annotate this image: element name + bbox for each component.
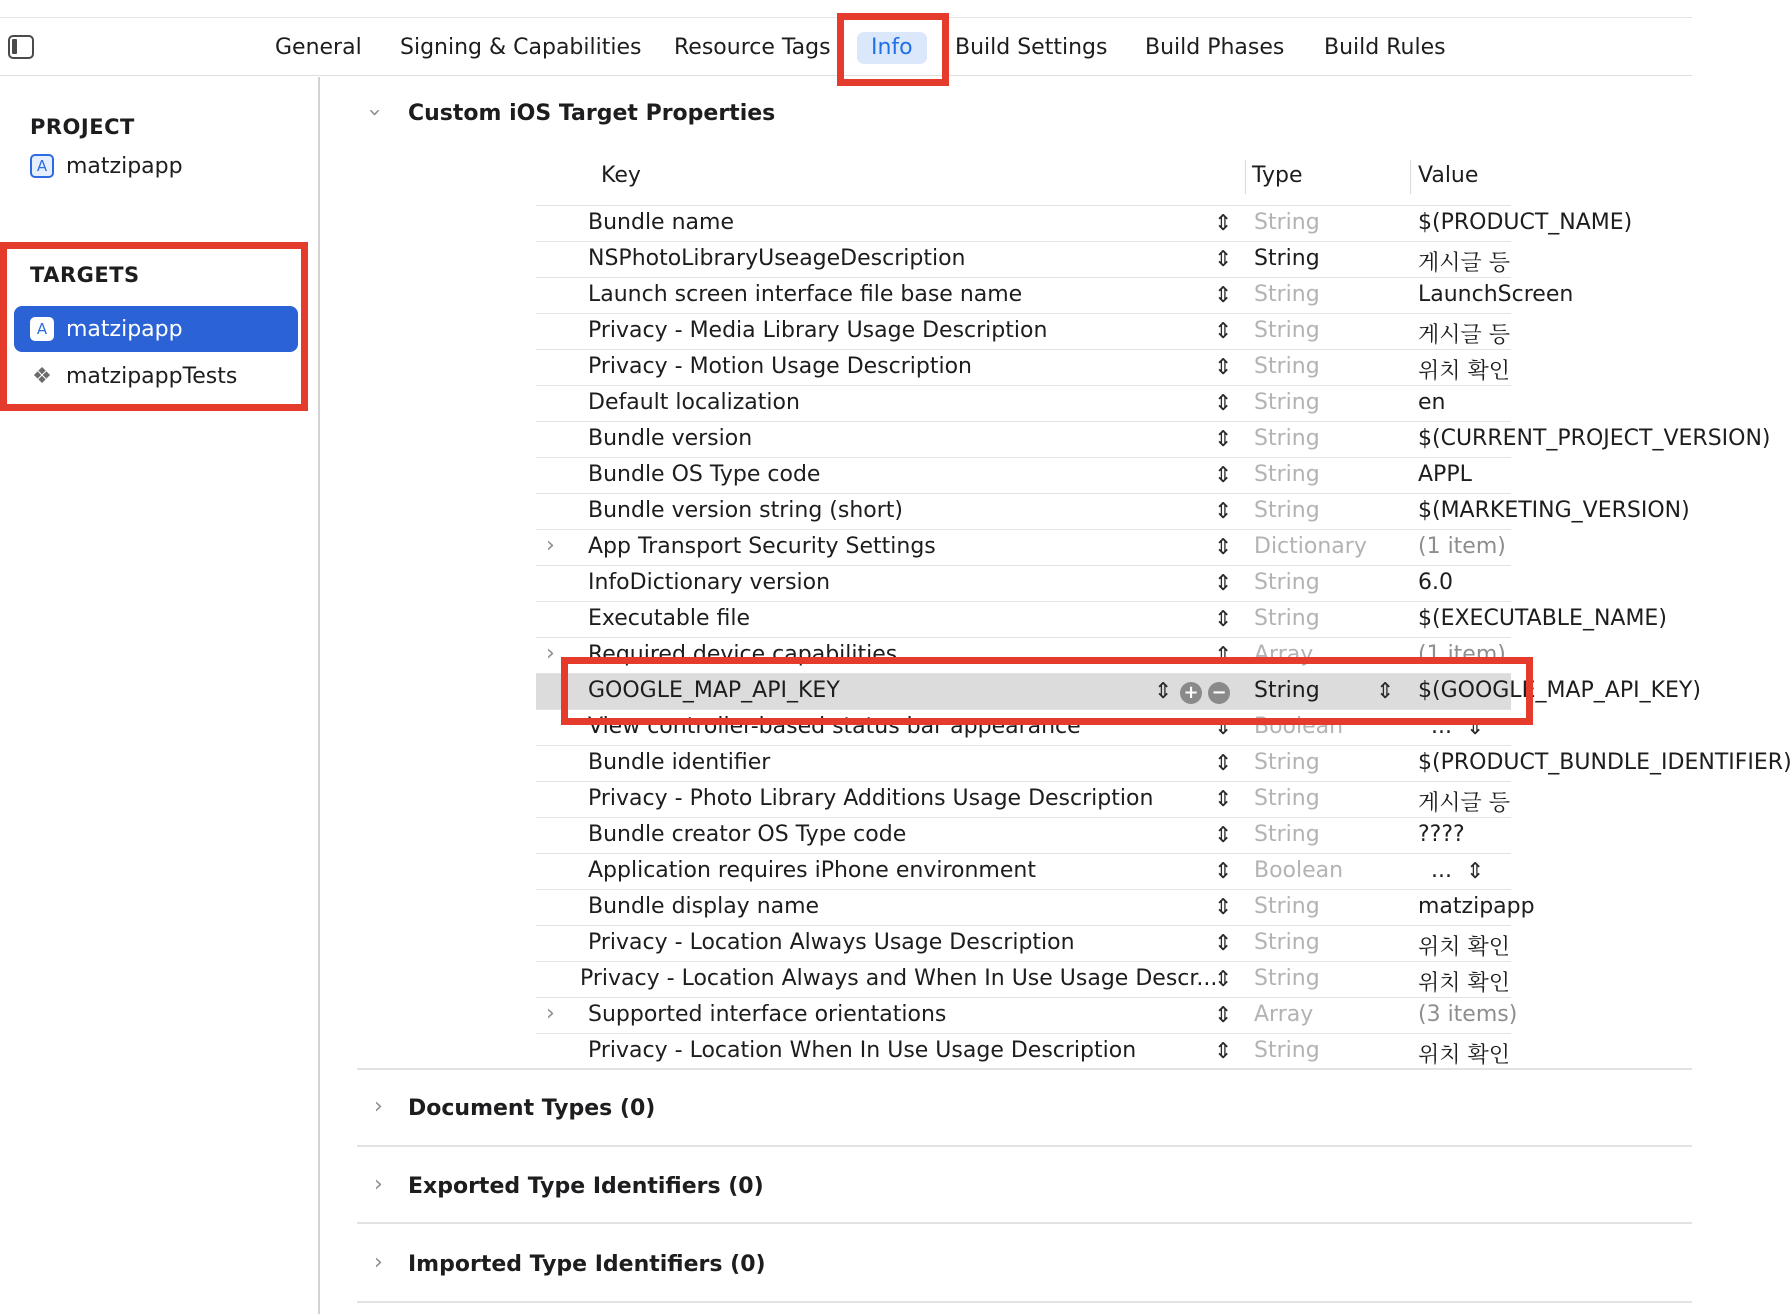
target-item-label: matzipapp [66,316,183,342]
property-value[interactable]: en [1418,390,1446,415]
property-value[interactable]: (1 item) [1418,642,1506,667]
property-type[interactable]: String [1254,246,1320,271]
project-item-matzipapp[interactable] [14,143,298,189]
column-separator [1410,160,1411,194]
chevron-right-icon[interactable]: › [546,641,555,666]
property-value[interactable]: 게시글 등 [1418,251,1511,276]
property-type[interactable]: String [1254,966,1320,991]
property-row[interactable] [536,241,1511,277]
plus-circle-icon[interactable]: + [1180,682,1202,704]
property-type[interactable]: String [1254,282,1320,307]
property-type[interactable]: String [1254,750,1320,775]
up-down-stepper-icon[interactable]: ⇕ [1214,499,1233,524]
property-type[interactable]: String [1254,822,1320,847]
property-type[interactable]: String [1254,498,1320,523]
property-row[interactable] [536,961,1511,997]
chevron-right-icon[interactable]: › [374,1250,383,1275]
property-row[interactable] [536,853,1511,889]
property-type[interactable]: String [1254,462,1320,487]
tab-info[interactable]: Info [857,32,927,64]
property-key[interactable]: NSPhotoLibraryUseageDescription [588,246,966,271]
property-type[interactable]: Boolean [1254,858,1344,883]
up-down-stepper-icon[interactable]: ⇕ [1214,751,1233,776]
up-down-stepper-icon[interactable]: ⇕ [1214,643,1233,668]
up-down-stepper-icon[interactable]: ⇕ [1154,679,1173,704]
property-row[interactable] [536,493,1690,529]
minus-circle-icon[interactable]: − [1208,682,1230,704]
test-diamond-icon: ❖ [32,363,52,389]
annotation-box-targets [0,242,308,411]
property-value[interactable]: ... [1431,714,1452,739]
property-value[interactable]: (3 items) [1418,1002,1518,1027]
property-key[interactable]: Bundle version [588,426,753,451]
annotation-box-info-tab [837,13,949,86]
column-separator [1245,160,1246,194]
property-key[interactable]: Supported interface orientations [588,1002,947,1027]
up-down-stepper-icon[interactable]: ⇕ [1214,571,1233,596]
tab-signing-capabilities[interactable]: Signing & Capabilities [400,35,642,60]
property-type[interactable]: String [1254,570,1320,595]
property-type[interactable]: String [1254,1038,1320,1063]
up-down-stepper-icon[interactable]: ⇕ [1214,787,1233,812]
property-row[interactable] [536,565,1511,601]
up-down-stepper-icon[interactable]: ⇕ [1466,859,1485,884]
chevron-down-icon[interactable]: › [361,108,387,117]
up-down-stepper-icon[interactable]: ⇕ [1214,859,1233,884]
property-key[interactable]: Required device capabilities [588,642,898,667]
property-value[interactable]: $(MARKETING_VERSION) [1418,498,1690,523]
project-section-header: PROJECT [30,115,135,139]
column-header-type[interactable]: Type [1252,163,1303,188]
up-down-stepper-icon[interactable]: ⇕ [1214,427,1233,452]
up-down-stepper-icon[interactable]: ⇕ [1214,247,1233,272]
tab-resource-tags[interactable]: Resource Tags [674,35,831,60]
column-header-key[interactable]: Key [601,163,641,188]
property-key[interactable]: Bundle OS Type code [588,462,821,487]
target-item-label: matzipappTests [66,363,238,389]
chevron-right-icon[interactable]: › [374,1094,383,1119]
tab-build-settings[interactable]: Build Settings [955,35,1108,60]
property-row[interactable] [536,601,1667,637]
chevron-right-icon[interactable]: › [374,1172,383,1197]
property-value[interactable]: LaunchScreen [1418,282,1574,307]
property-key[interactable]: Bundle name [588,210,734,235]
tab-general[interactable]: General [275,35,362,60]
property-value[interactable]: (1 item) [1418,534,1506,559]
property-key[interactable]: Default localization [588,390,800,415]
property-row[interactable] [536,925,1511,961]
property-row[interactable] [536,997,1518,1033]
up-down-stepper-icon[interactable]: ⇕ [1214,1003,1233,1028]
up-down-stepper-icon[interactable]: ⇕ [1214,967,1233,992]
property-key[interactable]: InfoDictionary version [588,570,831,595]
property-value[interactable]: APPL [1418,462,1472,487]
property-type[interactable]: String [1254,210,1320,235]
tab-build-rules[interactable]: Build Rules [1324,35,1446,60]
up-down-stepper-icon[interactable]: ⇕ [1214,535,1233,560]
tab-build-phases[interactable]: Build Phases [1145,35,1285,60]
property-value[interactable]: 위치 확인 [1418,971,1511,996]
up-down-stepper-icon[interactable]: ⇕ [1214,823,1233,848]
property-key[interactable]: Bundle creator OS Type code [588,822,907,847]
property-row[interactable] [536,205,1633,241]
up-down-stepper-icon[interactable]: ⇕ [1214,931,1233,956]
up-down-stepper-icon[interactable]: ⇕ [1376,679,1395,704]
property-value[interactable]: $(GOOGLE_MAP_API_KEY) [1418,678,1701,703]
property-key[interactable]: Privacy - Location When In Use Usage Description [588,1038,1137,1063]
property-key[interactable]: Privacy - Media Library Usage Description [588,318,1048,343]
property-row[interactable] [536,817,1511,853]
section-divider [357,1222,1692,1224]
section-title-custom-properties[interactable]: Custom iOS Target Properties [408,101,776,126]
property-type[interactable]: String [1254,354,1320,379]
up-down-stepper-icon[interactable]: ⇕ [1466,715,1485,740]
property-value[interactable]: ... [1431,858,1452,883]
property-type[interactable]: String [1254,678,1320,703]
property-key[interactable]: Application requires iPhone environment [588,858,1036,883]
property-type[interactable]: Array [1254,1002,1314,1027]
chevron-right-icon[interactable]: › [546,533,555,558]
app-store-icon: A [30,317,54,341]
property-type[interactable]: Boolean [1254,714,1344,739]
property-row[interactable] [536,349,1511,385]
property-row[interactable] [536,781,1511,817]
property-key[interactable]: Privacy - Photo Library Additions Usage Description [588,786,1154,811]
property-type[interactable]: Array [1254,642,1314,667]
property-type[interactable]: String [1254,930,1320,955]
property-key[interactable]: Privacy - Location Always and When In Use Usage Descr... [580,966,1218,991]
section-title-exported-type-identifiers[interactable]: Exported Type Identifiers (0) [408,1174,764,1199]
chevron-right-icon[interactable]: › [546,1001,555,1026]
up-down-stepper-icon[interactable]: ⇕ [1214,319,1233,344]
property-key[interactable]: Bundle identifier [588,750,771,775]
property-row[interactable] [536,529,1511,565]
property-row[interactable] [536,385,1511,421]
property-value[interactable]: $(PRODUCT_BUNDLE_IDENTIFIER) [1418,750,1792,775]
property-type[interactable]: Dictionary [1254,534,1367,559]
app-store-icon: A [30,154,54,178]
property-key[interactable]: Privacy - Location Always Usage Description [588,930,1075,955]
property-key[interactable]: Launch screen interface file base name [588,282,1023,307]
up-down-stepper-icon[interactable]: ⇕ [1214,211,1233,236]
property-key[interactable]: Bundle version string (short) [588,498,904,523]
property-key[interactable]: Executable file [588,606,751,631]
property-value[interactable]: 위치 확인 [1418,359,1511,384]
property-type[interactable]: String [1254,318,1320,343]
property-value[interactable]: 위치 확인 [1418,935,1511,960]
property-value[interactable]: 게시글 등 [1418,323,1511,348]
property-type[interactable]: String [1254,786,1320,811]
property-value[interactable]: 게시글 등 [1418,791,1511,816]
property-value[interactable]: 위치 확인 [1418,1043,1511,1068]
property-row[interactable] [536,313,1511,349]
property-row[interactable] [536,1033,1511,1069]
property-key[interactable]: Privacy - Motion Usage Description [588,354,972,379]
property-key[interactable]: View controller-based status bar appearance [588,714,1081,739]
up-down-stepper-icon[interactable]: ⇕ [1214,607,1233,632]
up-down-stepper-icon[interactable]: ⇕ [1214,715,1233,740]
property-row[interactable] [536,889,1535,925]
property-value[interactable]: ???? [1418,822,1465,847]
up-down-stepper-icon[interactable]: ⇕ [1214,463,1233,488]
property-key[interactable]: Bundle display name [588,894,820,919]
section-title-imported-type-identifiers[interactable]: Imported Type Identifiers (0) [408,1252,766,1277]
project-item-label: matzipapp [66,153,183,179]
sidebar-toggle-icon[interactable] [8,35,34,59]
property-key[interactable]: GOOGLE_MAP_API_KEY [588,678,840,703]
property-type[interactable]: String [1254,606,1320,631]
section-divider [357,1145,1692,1147]
up-down-stepper-icon[interactable]: ⇕ [1214,283,1233,308]
up-down-stepper-icon[interactable]: ⇕ [1214,1039,1233,1064]
property-row[interactable] [536,277,1574,313]
section-title-document-types[interactable]: Document Types (0) [408,1096,656,1121]
section-divider [357,1301,1692,1303]
property-row[interactable] [536,421,1771,457]
property-type[interactable]: String [1254,390,1320,415]
section-divider [357,1068,1692,1070]
up-down-stepper-icon[interactable]: ⇕ [1214,391,1233,416]
up-down-stepper-icon[interactable]: ⇕ [1214,355,1233,380]
property-value[interactable]: matzipapp [1418,894,1535,919]
property-value[interactable]: 6.0 [1418,570,1453,595]
property-type[interactable]: String [1254,894,1320,919]
property-row[interactable] [536,457,1511,493]
property-value[interactable]: $(PRODUCT_NAME) [1418,210,1633,235]
up-down-stepper-icon[interactable]: ⇕ [1214,895,1233,920]
property-type[interactable]: String [1254,426,1320,451]
property-value[interactable]: $(EXECUTABLE_NAME) [1418,606,1667,631]
targets-section-header: TARGETS [30,263,140,287]
column-header-value[interactable]: Value [1418,163,1479,188]
property-value[interactable]: $(CURRENT_PROJECT_VERSION) [1418,426,1771,451]
property-row[interactable] [536,745,1792,781]
property-key[interactable]: App Transport Security Settings [588,534,936,559]
